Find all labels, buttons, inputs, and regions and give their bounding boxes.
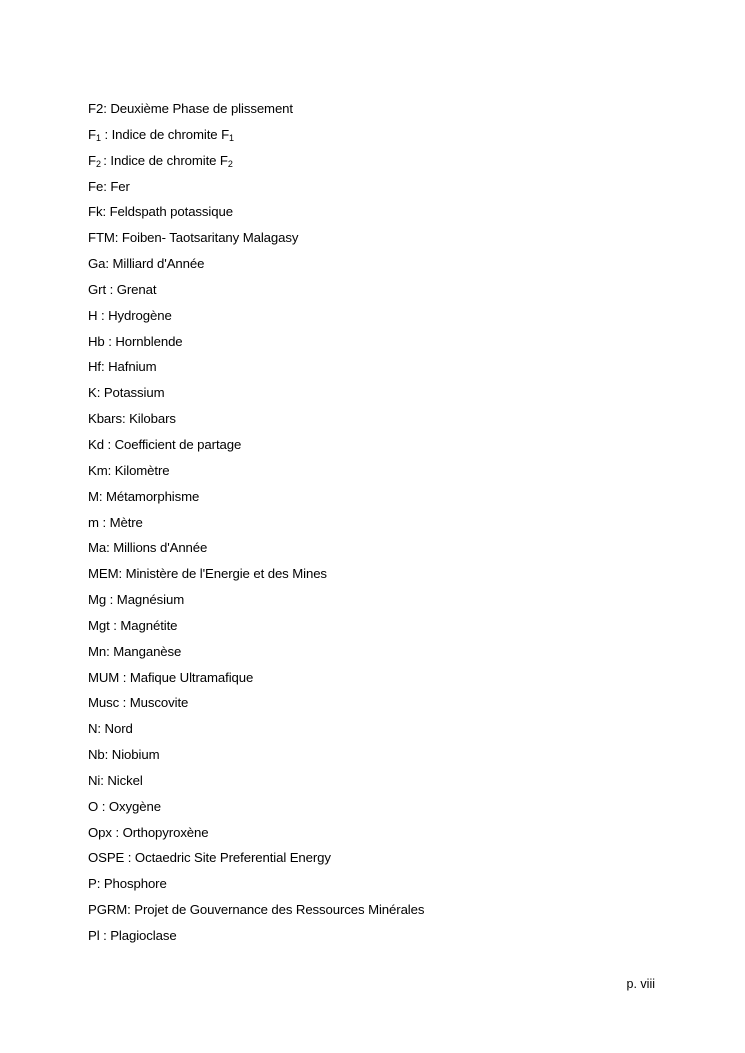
abbreviation-entry (88, 307, 424, 333)
entry-text: Nb: Niobium (88, 747, 160, 763)
subscript-text: 2 (227, 158, 233, 169)
abbreviation-entry (88, 203, 424, 229)
abbreviation-entry (88, 178, 424, 204)
abbreviation-entry (88, 669, 424, 695)
entry-text: F (88, 126, 96, 142)
entry-text: : Indice de chromite F (103, 152, 228, 168)
entry-text: Musc : Muscovite (88, 695, 189, 711)
entry-text: MUM : Mafique Ultramafique (88, 669, 254, 685)
entry-text: Ma: Millions d'Année (88, 540, 208, 556)
entry-text: F2: Deuxième Phase de plissement (88, 101, 293, 116)
entry-text: OSPE : Octaedric Site Preferential Energy (88, 850, 331, 866)
entry-text: Mg : Magnésium (88, 592, 185, 608)
abbreviation-entry (88, 643, 424, 669)
abbreviation-entry (88, 565, 424, 591)
entry-text: PGRM: Projet de Gouvernance des Ressources Minérales (88, 902, 425, 918)
abbreviation-entry (88, 591, 424, 617)
entry-text: H : Hydrogène (88, 307, 172, 323)
abbreviation-entry (88, 617, 424, 643)
page-number: p. viii (626, 977, 655, 991)
abbreviation-entry (88, 539, 424, 565)
entry-text: : Indice de chromite F (100, 126, 230, 142)
entry-text: M: Métamorphisme (88, 488, 200, 504)
entry-text: Opx : Orthopyroxène (88, 824, 209, 840)
abbreviation-entry (88, 798, 424, 824)
subscript-text: 2 (95, 158, 104, 169)
entry-text: O : Oxygène (88, 798, 161, 814)
entry-text: K: Potassium (88, 385, 165, 401)
entry-text: Mgt : Magnétite (88, 617, 178, 633)
subscript-text: 1 (95, 132, 101, 143)
abbreviation-entry (88, 436, 424, 462)
abbreviation-entry (88, 410, 424, 436)
entry-text: P: Phosphore (88, 876, 167, 892)
entry-text: Grt : Grenat (88, 281, 157, 297)
entry-text: Ni: Nickel (88, 772, 143, 788)
subscript-text: 1 (229, 132, 234, 143)
abbreviation-entry (88, 824, 424, 850)
abbreviation-entry (88, 229, 424, 255)
entry-text: Mn: Manganèse (88, 643, 182, 659)
abbreviation-entry (88, 901, 424, 927)
abbreviation-entry (88, 849, 424, 875)
entry-text: m : Mètre (88, 514, 143, 530)
entry-text: F (88, 152, 96, 168)
abbreviation-entry (88, 462, 424, 488)
entry-text: Km: Kilomètre (88, 462, 170, 478)
abbreviation-entry (88, 927, 424, 953)
abbreviation-entry (88, 358, 424, 384)
entry-text: Hb : Hornblende (88, 333, 183, 349)
abbreviation-entry (88, 875, 424, 901)
entry-text: Kd : Coefficient de partage (88, 436, 242, 452)
abbreviation-entry (88, 333, 424, 359)
abbreviation-entry (88, 720, 424, 746)
abbreviation-entry (88, 152, 424, 178)
entry-text: Ga: Milliard d'Année (88, 256, 205, 272)
entry-text: Hf: Hafnium (88, 359, 157, 375)
abbreviation-entry (88, 488, 424, 514)
entry-text: Fk: Feldspath potassique (88, 204, 233, 220)
abbreviation-entry (88, 746, 424, 772)
entry-text: Fe: Fer (88, 178, 130, 194)
entry-text: Kbars: Kilobars (88, 411, 176, 427)
abbreviation-entry (88, 126, 424, 152)
entry-text: FTM: Foiben- Taotsaritany Malagasy (88, 230, 299, 246)
entry-text: N: Nord (88, 721, 133, 737)
abbreviation-entry (88, 100, 424, 126)
abbreviation-entry (88, 384, 424, 410)
abbreviation-entry (88, 281, 424, 307)
abbreviation-entry (88, 772, 424, 798)
abbreviation-entry (88, 514, 424, 540)
abbreviation-entry (88, 694, 424, 720)
abbreviation-list (88, 100, 424, 953)
entry-text: MEM: Ministère de l'Energie et des Mines (88, 566, 327, 582)
entry-text: Pl : Plagioclase (88, 928, 177, 943)
abbreviation-entry (88, 255, 424, 281)
